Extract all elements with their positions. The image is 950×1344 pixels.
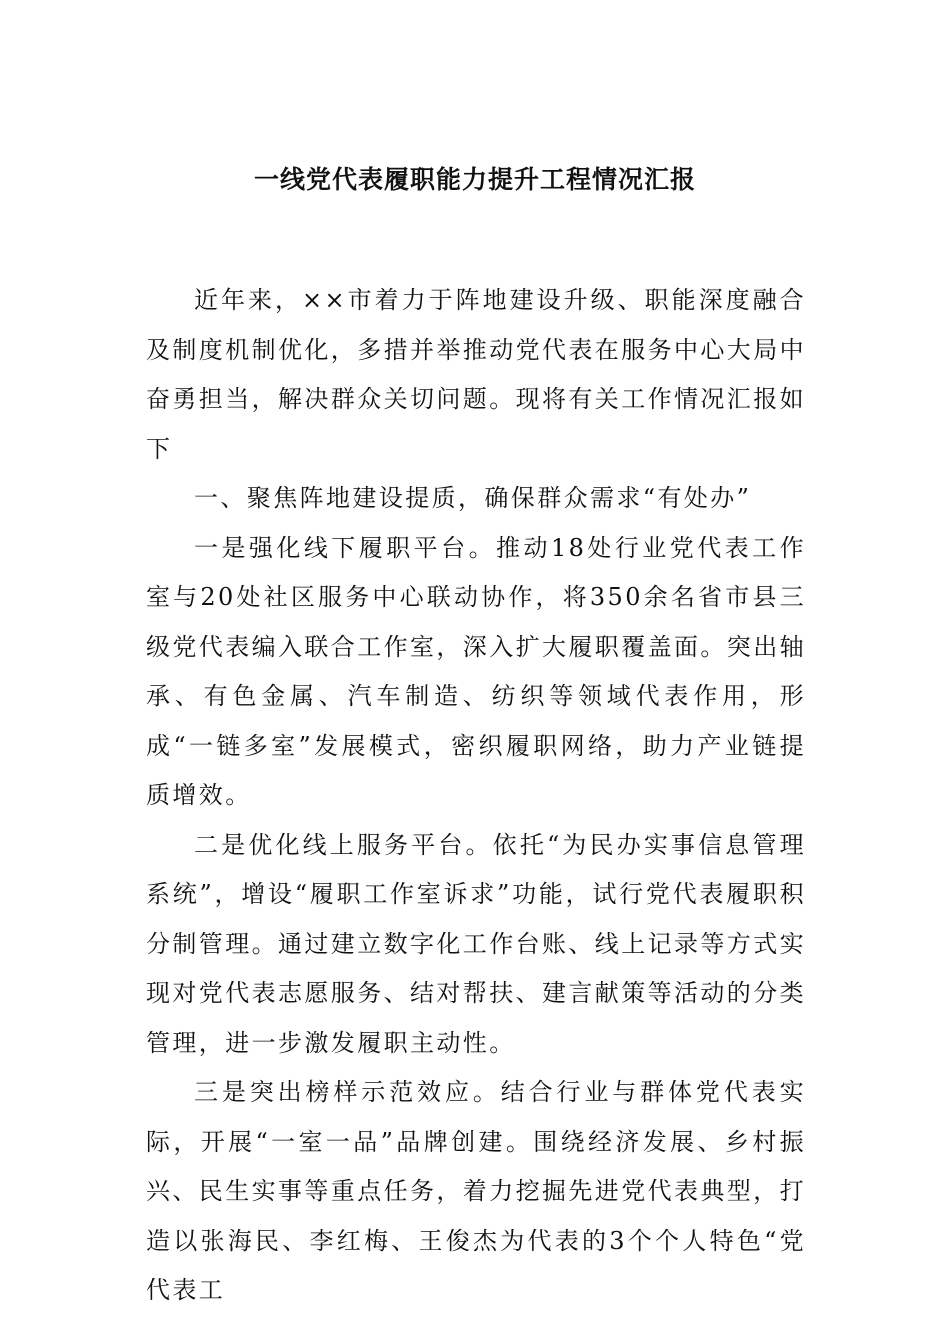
document-title: 一线党代表履职能力提升工程情况汇报 (253, 165, 696, 194)
paragraph-online-platform: 二是优化线上服务平台。依托“为民办实事信息管理系统”，增设“履职工作室诉求”功能，试行党代表履职积分制管理。通过建立数字化工作台账、线上记录等方式实现对党代表志愿服务、结对帮扶、建言献策等活动的分类管理，进一步激发履职主动性。 (146, 830, 806, 1057)
document-body (146, 276, 806, 1316)
paragraph-role-model: 三是突出榜样示范效应。结合行业与群体党代表实际，开展“一室一品”品牌创建。围绕经济发展、乡村振兴、民生实事等重点任务，着力挖掘先进党代表典型，打造以张海民、李红梅、王俊杰为代表的3个个人特色“党代表工 (146, 1078, 806, 1304)
intro-paragraph: 近年来，××市着力于阵地建设升级、职能深度融合及制度机制优化，多措并举推动党代表在服务中心大局中奋勇担当，解决群众关切问题。现将有关工作情况汇报如下 (146, 286, 806, 463)
paragraph-offline-platform: 一是强化线下履职平台。推动18处行业党代表工作室与20处社区服务中心联动协作，将350余名省市县三级党代表编入联合工作室，深入扩大履职覆盖面。突出轴承、有色金属、汽车制造、纺织等领域代表作用，形成“一链多室”发展模式，密织履职网络，助力产业链提质增效。 (146, 533, 806, 809)
section-heading-1: 一、聚焦阵地建设提质，确保群众需求“有处办” (194, 484, 752, 512)
